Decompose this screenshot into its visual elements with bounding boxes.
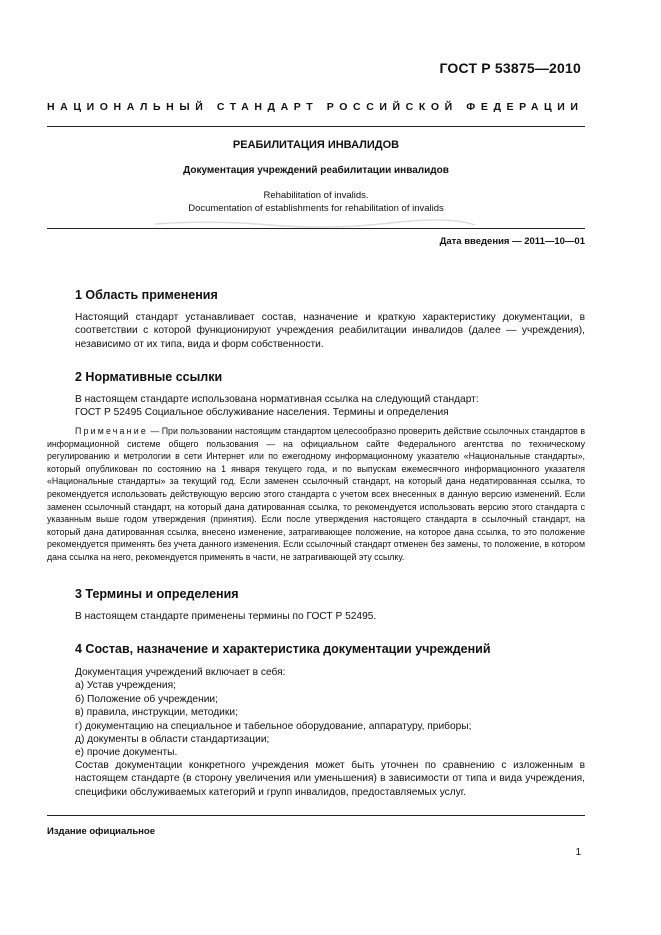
section-2-heading: 2 Нормативные ссылки: [75, 370, 223, 384]
english-title: [47, 190, 585, 215]
page-number: 1: [575, 847, 581, 858]
section-2-text: [75, 393, 585, 420]
english-title-line2: Documentation of establishments for rehabilitation of invalids: [188, 202, 444, 214]
list-item: а) Устав учреждения;: [75, 680, 176, 692]
note-label: Примечание: [75, 426, 148, 436]
english-title-line1: Rehabilitation of invalids.: [263, 190, 369, 201]
gost-code: ГОСТ Р 53875—2010: [439, 60, 581, 76]
list-item: в) правила, инструкции, методики;: [75, 707, 238, 719]
section-2-line2: ГОСТ Р 52495 Социальное обслуживание населения. Термины и определения: [75, 407, 449, 419]
section-2-note: [47, 425, 585, 564]
header-rule: [47, 126, 585, 127]
section-4-closing-paragraph: Состав документации конкретного учреждения может быть уточнен по сравнению с изложенным в настоящем стандарте (в сторону увеличения или уменьшения) в зависимости от типа и вида учреждения, специфики обслуживаемых категорий и групп инвалидов, предоставляемых услуг.: [75, 760, 585, 798]
section-2-line1: В настоящем стандарте использована нормативная ссылка на следующий стандарт:: [75, 394, 479, 405]
introduction-date: Дата введения — 2011—10—01: [439, 236, 585, 247]
list-item: г) документацию на специальное и табельное оборудование, аппаратуру, приборы;: [75, 720, 472, 732]
footer-rule: [47, 815, 585, 816]
section-1-text: [47, 311, 585, 351]
document-title: РЕАБИЛИТАЦИЯ ИНВАЛИДОВ: [232, 139, 400, 151]
section-3-heading: 3 Термины и определения: [75, 587, 239, 601]
section-4-closing: [47, 759, 585, 799]
section-1-paragraph: Настоящий стандарт устанавливает состав, назначение и краткую характеристику документации, в соответствии с которой функционируют учреждения реабилитации инвалидов (далее — учреждения), независимо от их типа, вида и форм собственности.: [75, 312, 585, 350]
note-text: — При пользовании настоящим стандартом целесообразно проверить действие ссылочных стандартов в информационной системе общего пользования — на официальном сайте Федерального агентства по техническому регулированию и метрологии в сети Интернет или по ежегодному информационному указателю «Национальные стандарты», который опубликован по состоянию на 1 января текущего года, и по выпускам ежемесячного информационного указателя «Национальные стандарты» за текущий год. Если заменен ссылочный стандарт, на который дана недатированная ссылка, то рекомендуется использовать действующую версию этого стандарта с учетом всех внесенных в данную версию изменений. Если заменен ссылочный стандарт, на который дана датированная ссылка, то рекомендуется использовать версию этого стандарта с указанным выше годом утверждения (принятия). Если после утверждения настоящего стандарта в ссылочный стандарт, на который дана датированная ссылка, внесено изменение, затрагивающее положение, на которое дана ссылка, то это положение рекомендуется применять без учета данного изменения. Если ссылочный стандарт отменен без замены, то положение, в котором дана ссылка на него, рекомендуется применять в части, не затрагивающей эту ссылку.: [47, 426, 585, 562]
document-subtitle: Документация учреждений реабилитации инвалидов: [183, 165, 449, 176]
section-3-text: В настоящем стандарте применены термины по ГОСТ Р 52495.: [75, 611, 377, 622]
section-4-intro: Документация учреждений включает в себя:: [75, 667, 286, 678]
list-item: е) прочие документы.: [75, 747, 178, 759]
official-edition-label: Издание официальное: [47, 826, 155, 837]
section-4-list: [75, 666, 585, 760]
list-item: д) документы в области стандартизации;: [75, 734, 270, 746]
list-item: б) Положение об учреждении;: [75, 693, 218, 705]
national-standard-title: НАЦИОНАЛЬНЫЙ СТАНДАРТ РОССИЙСКОЙ ФЕДЕРАЦИИ: [47, 101, 584, 113]
section-4-heading: 4 Состав, назначение и характеристика документации учреждений: [75, 642, 491, 656]
section-1-heading: 1 Область применения: [75, 288, 218, 302]
title-rule: [47, 228, 585, 229]
